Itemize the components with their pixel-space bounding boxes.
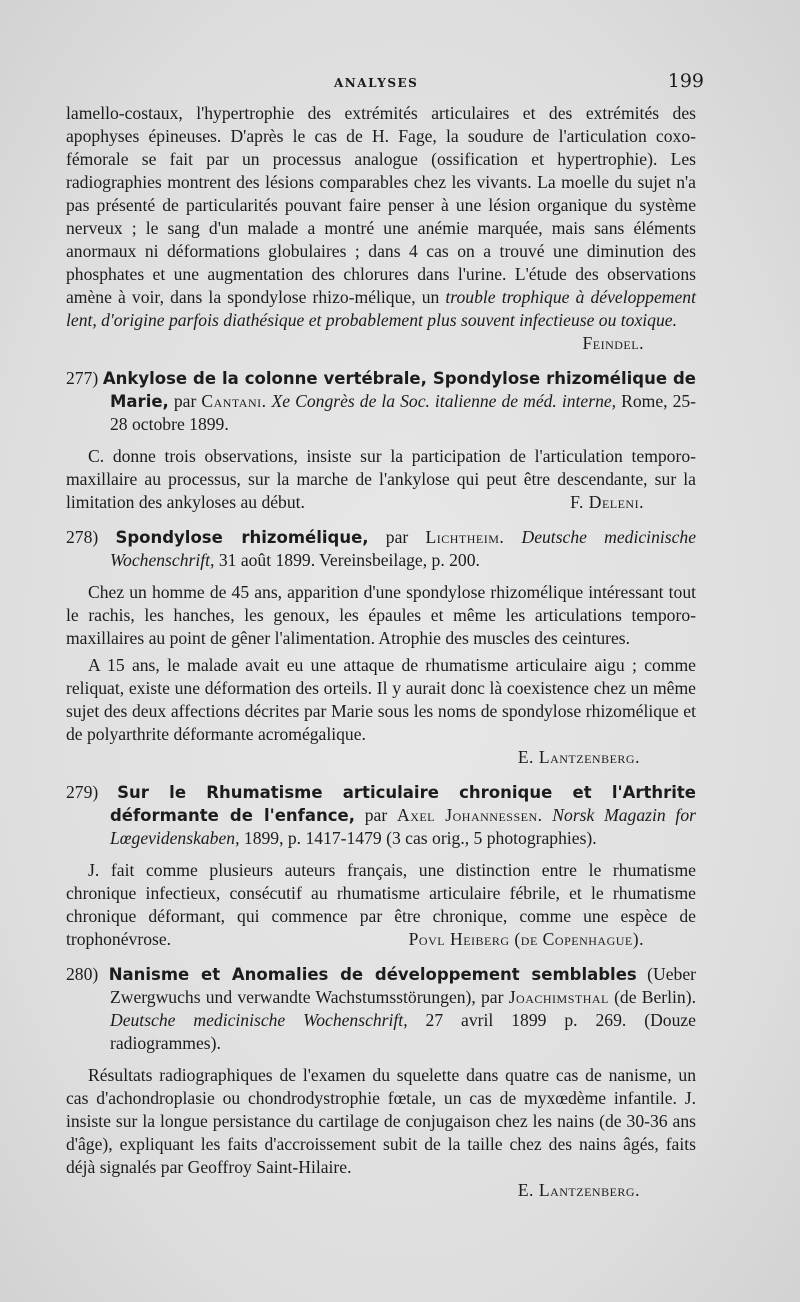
entry-277-paragraph <box>66 445 696 514</box>
entry-text: C. donne trois observations, insiste sur la participation de l'articulation temporo-maxillaire au processus, sur la marche de l'ankylose qui peut être descendante, sur la limitation des ankyloses au début. <box>66 446 696 512</box>
entry-source: Xe Congrès de la Soc. italienne de méd. interne, <box>271 391 617 411</box>
entry-278-paragraph-1: Chez un homme de 45 ans, apparition d'une spondylose rhizomélique intéressant tout le rachis, les hanches, les genoux, les épaules et même les articulations temporo-maxillaires au point de gêner l'alimentation. Atrophie des muscles des ceintures. <box>66 582 696 648</box>
running-title: ANALYSES <box>334 76 419 90</box>
entry-278-signature: E. Lantzenberg. <box>517 747 640 767</box>
entry-title: Spondylose rhizomélique, <box>115 528 369 547</box>
entry-by: par <box>385 527 409 547</box>
entry-author-extra: (de Berlin). <box>614 987 696 1007</box>
page-number: 199 <box>667 70 704 92</box>
entry-text: J. fait comme plusieurs auteurs français, une distinction entre le rhumatisme chronique infectieux, consécutif au rhumatisme articulaire fébrile, et le rhumatisme chronique déformant, qui commence par être chronique, comme une espèce de trophonévrose. <box>66 860 696 949</box>
intro-signature: Feindel. <box>582 333 644 353</box>
entry-source-rest: 31 août 1899. Vereinsbeilage, p. 200. <box>218 550 480 570</box>
entry-279-paragraph <box>66 859 696 951</box>
entry-279-heading <box>66 781 696 850</box>
running-header <box>64 70 704 94</box>
entry-title: Sur le Rhumatisme articulaire chronique et l'Arthrite déformante de l'enfance, <box>110 783 696 825</box>
entry-278-heading <box>66 526 696 572</box>
entry-source-rest: 27 avril 1899 p. 269. (Douze radiogrammes). <box>110 1010 696 1053</box>
entry-by: par <box>173 391 197 411</box>
intro-text: lamello-costaux, l'hypertrophie des extrémités articulaires et des extrémités des apophyses épineuses. D'après le cas de H. Fage, la soudure de l'articulation coxo-fémorale se fait par un processus analogue (ossification et hypertrophie). Les radiographies montrent des lésions comparables chez les vivants. La moelle du sujet n'a pas présenté de particularités pouvant faire penser à une lésion organique du système nerveux ; le sang d'un malade a montré une anémie marquée, mais sans éléments anormaux ni déformations globulaires ; dans 4 cas on a trouvé une diminution des phosphates et une augmentation des chlorures dans l'urine. L'étude des observations amène à voir, dans la spondylose rhizo-mélique, un <box>66 103 696 307</box>
intro-paragraph <box>66 102 696 355</box>
entry-author: Cantani. <box>201 391 267 411</box>
entry-279-signature: Povl Heiberg (de Copenhague). <box>408 929 644 949</box>
entry-author: Lichtheim. <box>425 527 505 547</box>
entry-title: Nanisme et Anomalies de développement semblables <box>108 965 637 984</box>
entry-author: Joachimsthal <box>508 987 609 1007</box>
entry-author: Axel Johannessen. <box>396 805 543 825</box>
entry-title: Ankylose de la colonne vertébrale, Spondylose rhizomélique de Marie, <box>102 369 696 411</box>
entry-277-signature: F. Deleni. <box>570 492 644 512</box>
entry-source-rest: 1899, p. 1417-1479 (3 cas orig., 5 photographies). <box>243 828 597 848</box>
entry-277-heading <box>66 367 696 436</box>
entry-source: Deutsche medicinische Wochenschrift, <box>110 527 697 570</box>
entry-by: (Ueber Zwergwuchs und verwandte Wachstumsstörungen), par <box>110 964 696 1007</box>
entry-source: Deutsche medicinische Wochenschrift, <box>110 1010 408 1030</box>
entry-278-paragraph-2: A 15 ans, le malade avait eu une attaque de rhumatisme articulaire aigu ; comme reliquat, existe une déformation des orteils. Il y aurait donc là coexistence chez un même sujet des deux affections décrites par Marie sous les noms de spondylose rhizomélique et de polyarthrite déformante acromégalique. <box>66 655 696 744</box>
intro-italic: trouble trophique à développement lent, d'origine parfois diathésique et probablement plus souvent infectieuse ou toxique. <box>66 287 696 330</box>
entry-by: par <box>364 805 388 825</box>
entry-280-paragraph: Résultats radiographiques de l'examen du squelette dans quatre cas de nanisme, un cas d'achondroplasie ou chondrodystrophie fœtale, un cas de myxœdème infantile. J. insiste sur la longue persistance du cartilage de conjugaison chez les nains (de 30-36 ans d'âge), expliquant les faits d'accroissement subit de la taille chez des nains âgés, faits déjà signalés par Geoffroy Saint-Hilaire. <box>66 1065 696 1177</box>
entry-number: 280) <box>66 964 99 984</box>
entry-source-rest: Rome, 25-28 octobre 1899. <box>110 391 697 434</box>
entry-280-signature: E. Lantzenberg. <box>517 1180 640 1200</box>
entry-number: 278) <box>66 527 99 547</box>
entry-280-heading <box>66 963 696 1055</box>
entry-source: Norsk Magazin for Lœgevidenskaben, <box>110 805 696 848</box>
entry-number: 277) <box>66 368 99 388</box>
page-body <box>66 102 696 1202</box>
entry-number: 279) <box>66 782 99 802</box>
